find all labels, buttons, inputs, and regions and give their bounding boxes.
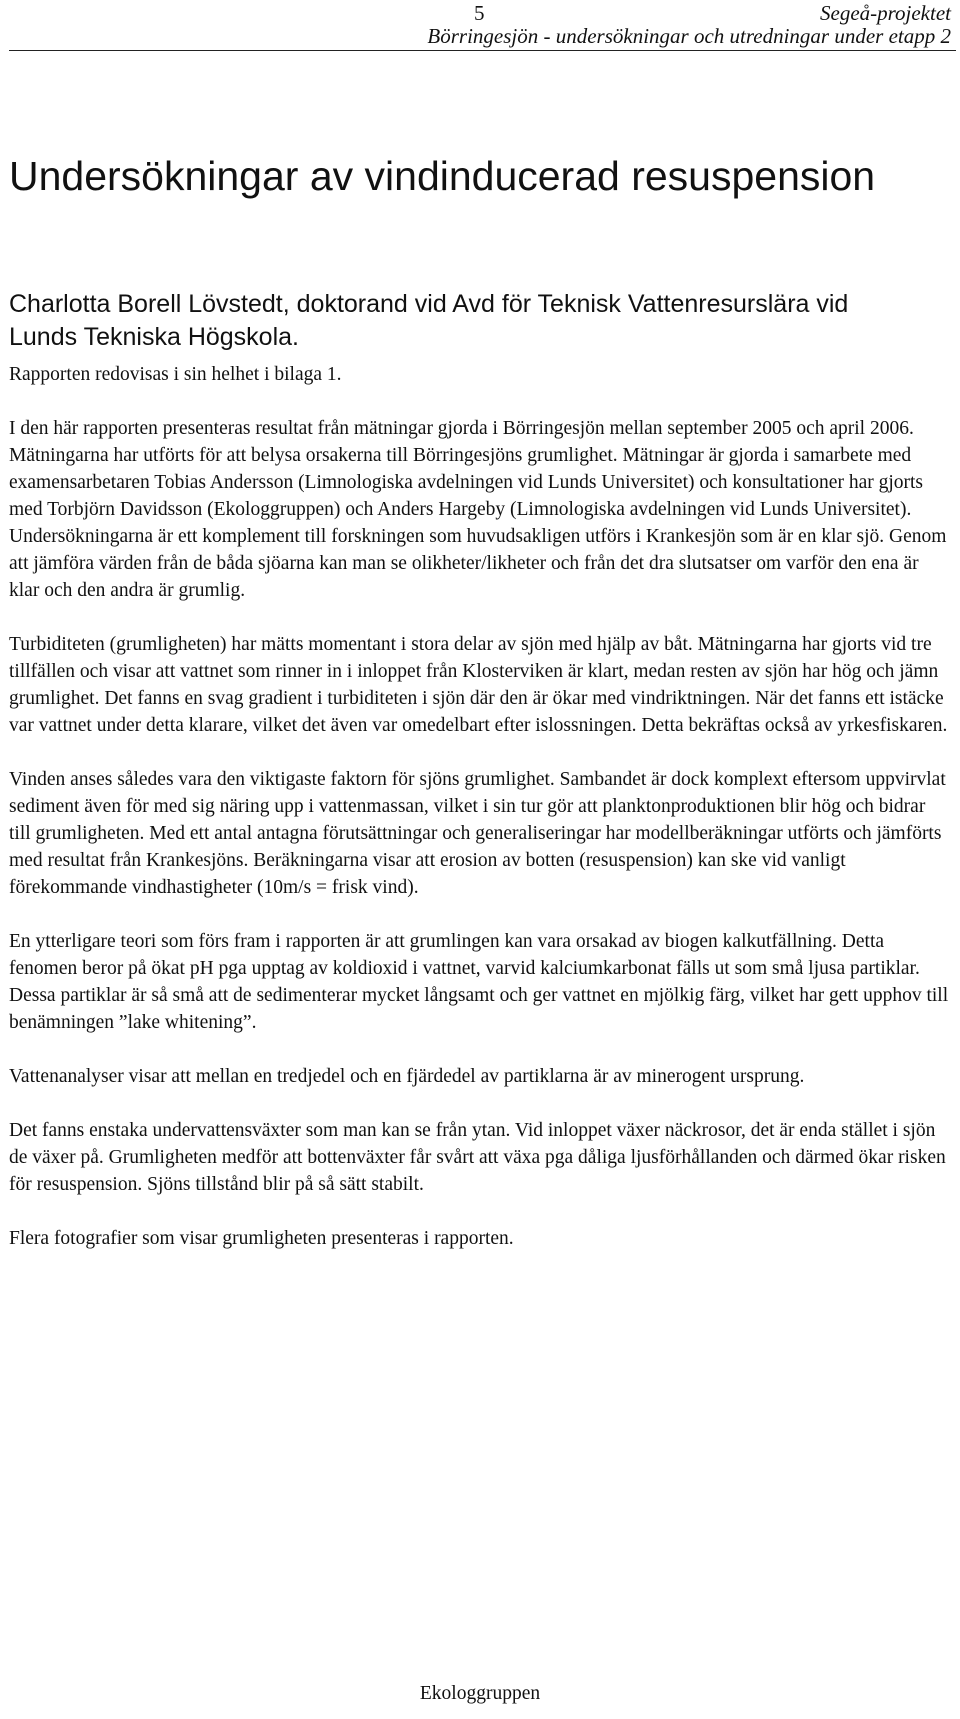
paragraph: Flera fotografier som visar grumligheten presenteras i rapporten. xyxy=(9,1228,514,1249)
project-name: Segeå-projektet xyxy=(820,1,951,25)
header-subtitle: Börringesjön - undersökningar och utredningar under etapp 2 xyxy=(427,24,951,48)
author-line: Charlotta Borell Lövstedt, doktorand vid Avd för Teknisk Vattenresurslära vid Lunds Tekniska Högskola. xyxy=(9,290,849,351)
paragraph: Vinden anses således vara den viktigaste faktorn för sjöns grumlighet. Sambandet är dock komplext eftersom uppvirvlat sediment även för med sig näring upp i vattenmassan, vilket i sin tur gör att planktonproduktionen blir hög och bidrar till grumligheten. Med ett antal antagna förutsättningar och generaliseringar har modellberäkningar utförts och jämförts med resultat från Krankesjöns. Beräkningarna visar att erosion av botten (resuspension) kan ske vid vanligt förekommande vindhastigheter (10m/s = frisk vind). xyxy=(9,769,946,898)
header-divider xyxy=(9,50,956,51)
paragraph: Vattenanalyser visar att mellan en tredjedel och en fjärdedel av partiklarna är av minerogent ursprung. xyxy=(9,1066,805,1087)
body-text xyxy=(9,415,949,1279)
paragraph: I den här rapporten presenteras resultat från mätningar gjorda i Börringesjön mellan september 2005 och april 2006. Mätningarna har utförts för att belysa orsakerna till Börringesjöns grumlighet. Mätningar är gjorda i samarbete med examensarbetaren Tobias Andersson (Limnologiska avdelningen vid Lunds Universitet) och konsultationer har gjorts med Torbjörn Davidsson (Ekologgruppen) och Anders Hargeby (Limnologiska avdelningen vid Lunds Universitet). Undersökningarna är ett komplement till forskningen som huvudsakligen utförs i Krankesjön som är en klar sjö. Genom att jämföra värden från de båda sjöarna kan man se olikheter/likheter och från det dra slutsatser om varför den ena är klar och den andra är grumlig. xyxy=(9,418,947,601)
document-title: Undersökningar av vindinducerad resuspension xyxy=(9,153,876,199)
page-footer: Ekologgruppen xyxy=(419,1683,541,1704)
page-number: 5 xyxy=(474,1,485,25)
paragraph: Det fanns enstaka undervattensväxter som man kan se från ytan. Vid inloppet växer näckrosor, det är enda stället i sjön de växer på. Grumligheten medför att bottenväxter får svårt att växa pga dåliga ljusförhållanden och därmed ökar risken för resuspension. Sjöns tillstånd blir på så sätt stabilt. xyxy=(9,1120,946,1195)
page-header xyxy=(0,0,960,50)
paragraph: En ytterligare teori som förs fram i rapporten är att grumlingen kan vara orsakad av biogen kalkutfällning. Detta fenomen beror på ökat pH pga upptag av koldioxid i vattnet, varvid kalciumkarbonat fälls ut som små ljusa partiklar. Dessa partiklar är så små att de sedimenterar mycket långsamt och ger vattnet en mjölkig färg, vilket har gett upphov till benämningen ”lake whitening”. xyxy=(9,931,949,1033)
paragraph: Turbiditeten (grumligheten) har mätts momentant i stora delar av sjön med hjälp av båt. Mätningarna har gjorts vid tre tillfällen och visar att vattnet som rinner in i inloppet från Klosterviken är klart, medan resten av sjön har hög och jämn grumlighet. Det fanns en svag gradient i turbiditeten i sjön där den är ökar med vindriktningen. När det fanns ett istäcke var vattnet under detta klarare, vilket det även var omedelbart efter islossningen. Detta bekräftas också av yrkesfiskaren. xyxy=(9,634,948,736)
appendix-note: Rapporten redovisas i sin helhet i bilaga 1. xyxy=(9,364,342,385)
